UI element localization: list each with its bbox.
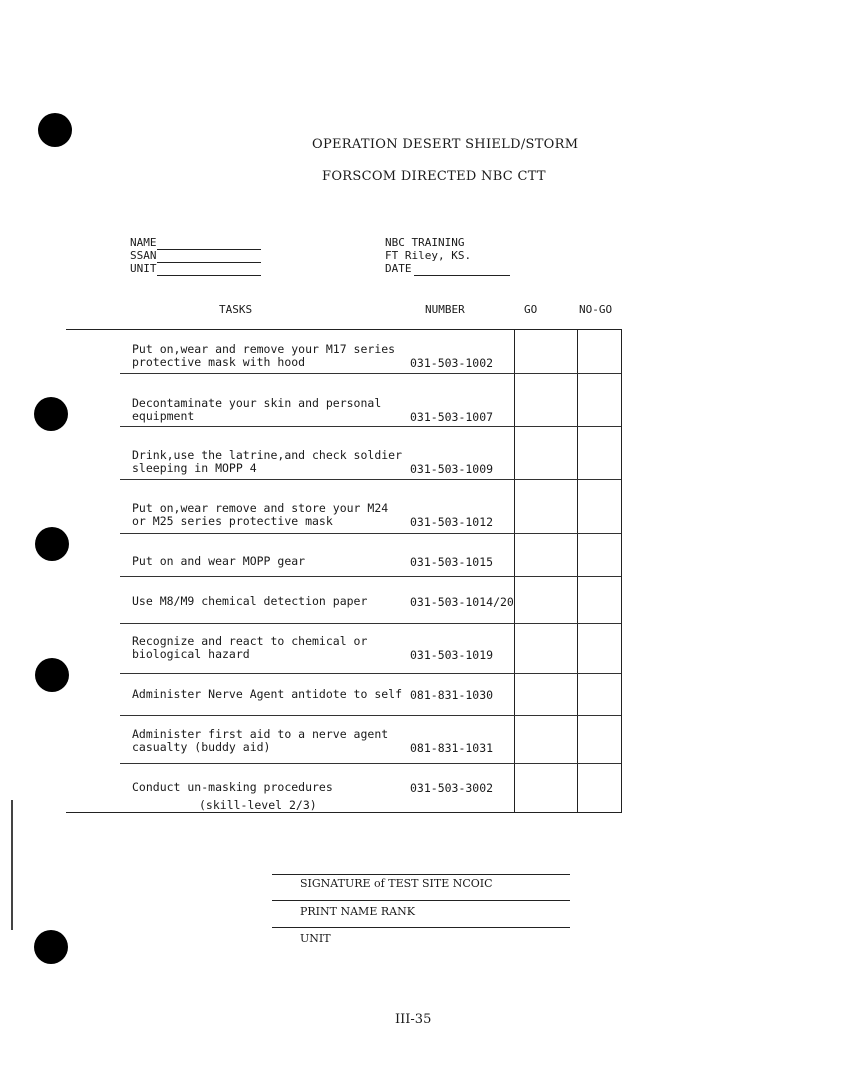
row-divider — [120, 763, 621, 764]
task-text-cont: casualty (buddy aid) — [132, 740, 271, 754]
go-column-header: GO — [524, 303, 538, 316]
binder-hole-1 — [38, 113, 72, 147]
task-number: 031-503-1014/20 — [410, 595, 514, 609]
task-text: Drink,use the latrine,and check soldier — [132, 448, 403, 462]
task-text-cont: (skill-level 2/3) — [199, 798, 317, 812]
task-text: Administer Nerve Agent antidote to self — [132, 687, 403, 701]
signature-label: SIGNATURE of TEST SITE NCOIC — [300, 877, 493, 890]
tasks-column-header: TASKS — [219, 303, 253, 316]
row-divider — [120, 623, 621, 624]
document-subtitle: FORSCOM DIRECTED NBC CTT — [322, 169, 546, 184]
print-name-line[interactable] — [272, 900, 570, 901]
task-number: 031-503-1007 — [410, 410, 494, 424]
ssan-label: SSAN — [130, 249, 157, 262]
row-divider — [120, 373, 621, 374]
table-bottom-rule — [66, 812, 622, 813]
binder-hole-3 — [35, 527, 69, 561]
go-column-left-border — [514, 329, 515, 813]
task-text-cont: biological hazard — [132, 647, 250, 661]
task-text: Administer first aid to a nerve agent — [132, 727, 389, 741]
task-text: Put on and wear MOPP gear — [132, 554, 306, 568]
date-field[interactable] — [414, 275, 510, 276]
unit-label: UNIT — [130, 262, 157, 275]
task-text-cont: protective mask with hood — [132, 355, 306, 369]
row-divider — [120, 673, 621, 674]
margin-mark — [11, 800, 13, 930]
unit-field[interactable] — [157, 275, 261, 276]
task-number: 031-503-1019 — [410, 648, 494, 662]
task-text: Conduct un-masking procedures — [132, 780, 333, 794]
date-label: DATE — [385, 262, 412, 275]
row-divider — [120, 426, 621, 427]
task-text-cont: equipment — [132, 409, 195, 423]
binder-hole-4 — [35, 658, 69, 692]
task-text: Use M8/M9 chemical detection paper — [132, 594, 368, 608]
signature-line[interactable] — [272, 874, 570, 875]
row-divider — [120, 479, 621, 480]
row-divider — [120, 715, 621, 716]
task-text-cont: sleeping in MOPP 4 — [132, 461, 257, 475]
nogo-column-right-border — [621, 329, 622, 813]
row-divider — [120, 533, 621, 534]
task-text-cont: or M25 series protective mask — [132, 514, 333, 528]
print-name-label: PRINT NAME RANK — [300, 905, 415, 918]
signature-unit-label: UNIT — [300, 932, 331, 945]
location-label: FT Riley, KS. — [385, 249, 472, 262]
page-number: III-35 — [395, 1012, 432, 1027]
name-field[interactable] — [157, 249, 261, 250]
task-text: Decontaminate your skin and personal — [132, 396, 382, 410]
task-text: Put on,wear and remove your M17 series — [132, 342, 396, 356]
task-number: 031-503-1015 — [410, 555, 494, 569]
task-number: 081-831-1030 — [410, 688, 494, 702]
binder-hole-2 — [34, 397, 68, 431]
task-text: Put on,wear remove and store your M24 — [132, 501, 389, 515]
name-label: NAME — [130, 236, 157, 249]
binder-hole-5 — [34, 930, 68, 964]
training-label: NBC TRAINING — [385, 236, 465, 249]
task-number: 031-503-3002 — [410, 781, 494, 795]
task-number: 031-503-1009 — [410, 462, 494, 476]
task-text: Recognize and react to chemical or — [132, 634, 368, 648]
document-title: OPERATION DESERT SHIELD/STORM — [312, 137, 579, 152]
task-number: 081-831-1031 — [410, 741, 494, 755]
ssan-field[interactable] — [157, 262, 261, 263]
task-number: 031-503-1002 — [410, 356, 494, 370]
number-column-header: NUMBER — [425, 303, 465, 316]
row-divider — [120, 576, 621, 577]
nogo-column-header: NO-GO — [579, 303, 613, 316]
table-top-rule — [66, 329, 622, 330]
task-number: 031-503-1012 — [410, 515, 494, 529]
go-nogo-divider — [577, 329, 578, 813]
unit-line[interactable] — [272, 927, 570, 928]
